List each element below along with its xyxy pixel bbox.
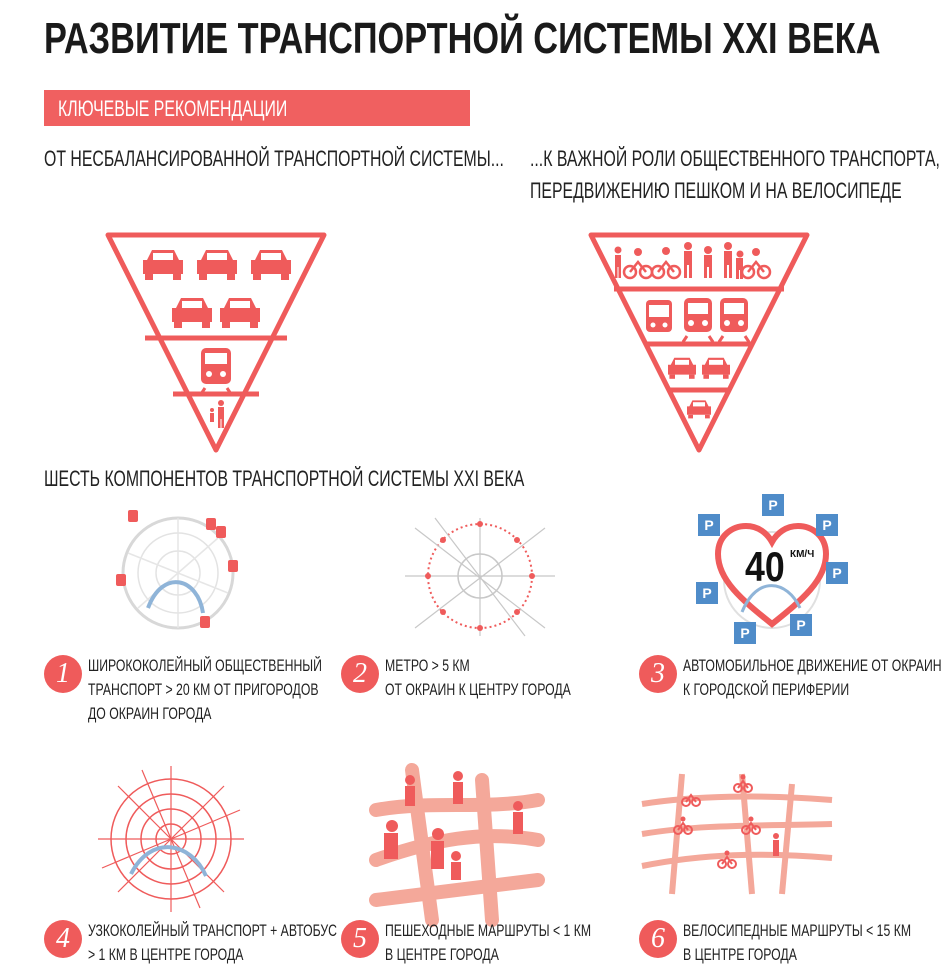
component-6-line2: В ЦЕНТРЕ ГОРОДА [683, 945, 797, 964]
map-metro [405, 518, 555, 638]
map-suburban-rail [108, 508, 248, 638]
recommendations-label: КЛЮЧЕВЫЕ РЕКОМЕНДАЦИИ [58, 96, 288, 121]
parking-icon: P [790, 614, 812, 636]
component-3-line1: АВТОМОБИЛЬНОЕ ДВИЖЕНИЕ ОТ ОКРАИН [683, 656, 942, 675]
components-heading: ШЕСТЬ КОМПОНЕНТОВ ТРАНСПОРТНОЙ СИСТЕМЫ XXI ВЕКА [44, 466, 525, 491]
component-5-line2: В ЦЕНТРЕ ГОРОДА [385, 945, 499, 964]
pedestrian-icon [384, 771, 523, 880]
component-4-line1: УЗКОКОЛЕЙНЫЙ ТРАНСПОРТ + АВТОБУС [88, 921, 338, 940]
component-number: 3 [639, 655, 677, 693]
component-1-line1: ШИРОКОКОЛЕЙНЫЙ ОБЩЕСТВЕННЫЙ [88, 656, 322, 675]
component-number: 2 [341, 655, 379, 693]
parking-icon: P [734, 622, 756, 644]
car-icon [143, 250, 291, 328]
page-title: РАЗВИТИЕ ТРАНСПОРТНОЙ СИСТЕМЫ XXI ВЕКА [44, 14, 881, 63]
map-radial-routes [96, 764, 246, 914]
unbalanced-pyramid [105, 232, 327, 454]
component-number: 1 [44, 655, 82, 693]
recommendations-banner [44, 90, 470, 126]
component-number: 6 [639, 920, 677, 958]
balanced-pyramid [588, 232, 810, 454]
train-icon [683, 298, 713, 342]
component-number: 4 [44, 920, 82, 958]
component-2-line1: МЕТРО > 5 КМ [385, 656, 470, 675]
component-3-line2: К ГОРОДСКОЙ ПЕРИФЕРИИ [683, 680, 850, 699]
bus-icon [646, 300, 672, 332]
right-heading-line2: ПЕРЕДВИЖЕНИЮ ПЕШКОМ И НА ВЕЛОСИПЕДЕ [530, 178, 902, 203]
parking-icon: P [816, 514, 838, 536]
component-6-line1: ВЕЛОСИПЕДНЫЕ МАРШРУТЫ < 15 КМ [683, 921, 912, 940]
speed-limit-value: 40 [745, 543, 785, 590]
component-5-line1: ПЕШЕХОДНЫЕ МАРШРУТЫ < 1 КМ [385, 921, 592, 940]
train-icon [201, 348, 231, 394]
component-2-line2: ОТ ОКРАИН К ЦЕНТРУ ГОРОДА [385, 680, 571, 699]
map-bicycle-routes [642, 774, 832, 894]
component-1-line3: ДО ОКРАИН ГОРОДА [88, 704, 212, 723]
pedestrian-icon [210, 400, 224, 428]
parking-icon: P [762, 494, 784, 516]
parking-icon: P [826, 562, 848, 584]
left-heading: ОТ НЕСБАЛАНСИРОВАННОЙ ТРАНСПОРТНОЙ СИСТЕМЫ... [44, 146, 504, 171]
component-1-line2: ТРАНСПОРТ > 20 КМ ОТ ПРИГОРОДОВ [88, 680, 319, 699]
component-4-line2: > 1 КМ В ЦЕНТРЕ ГОРОДА [88, 945, 244, 964]
speed-limit-unit: КМ/Ч [790, 549, 815, 560]
bicycle-icon [624, 262, 770, 278]
rail-icon [719, 298, 749, 342]
parking-icon: P [696, 582, 718, 604]
component-number: 5 [341, 920, 379, 958]
map-pedestrian-routes [372, 770, 542, 920]
parking-icon: P [698, 514, 720, 536]
right-heading-line1: ...К ВАЖНОЙ РОЛИ ОБЩЕСТВЕННОГО ТРАНСПОРТА, [530, 146, 940, 171]
